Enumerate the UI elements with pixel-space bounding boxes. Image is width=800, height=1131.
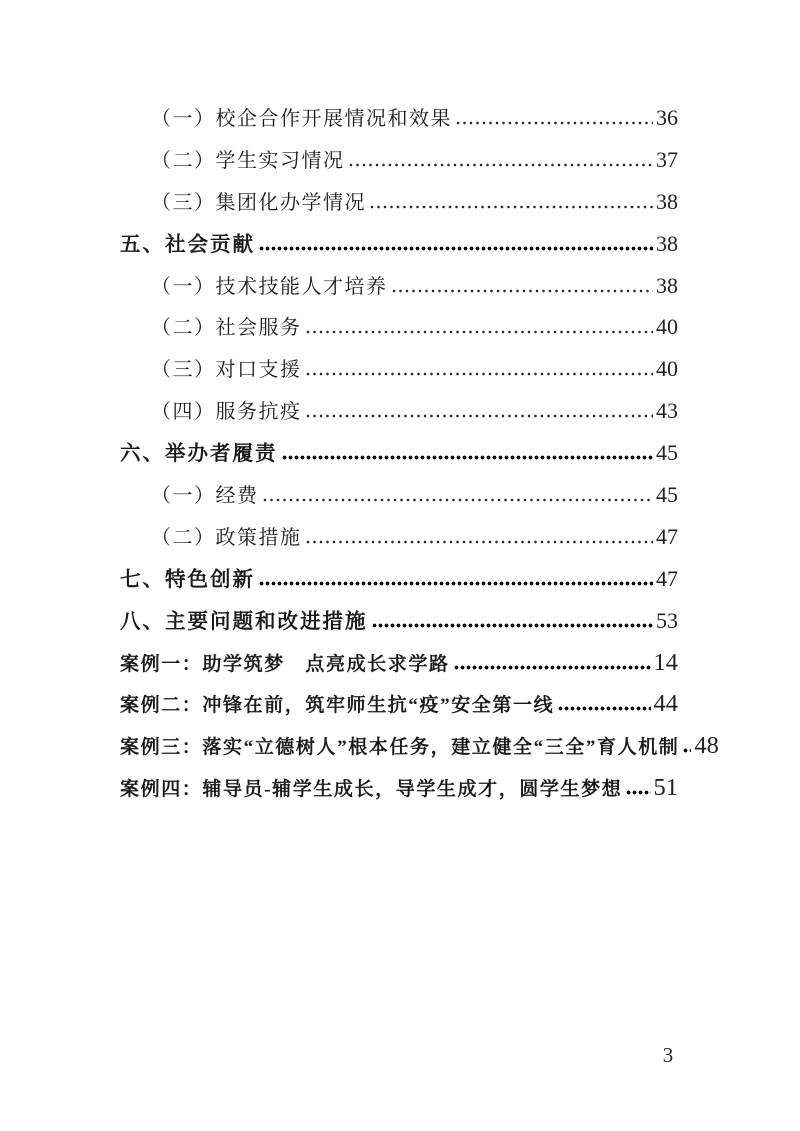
toc-entry-page: 47 bbox=[656, 523, 678, 549]
toc-entry-label: （二）学生实习情况 bbox=[151, 149, 345, 172]
toc-entry bbox=[120, 348, 678, 390]
toc-entry-page: 38 bbox=[656, 272, 678, 298]
toc-entry-label: （四）服务抗疫 bbox=[151, 401, 302, 424]
leader-dots bbox=[282, 455, 654, 460]
toc-entry bbox=[120, 516, 678, 558]
toc-entry-label: 五、社会贡献 bbox=[120, 233, 255, 256]
toc-entry-label: （三）集团化办学情况 bbox=[151, 191, 366, 214]
toc-entry-label: （二）社会服务 bbox=[151, 317, 302, 340]
leader-dots bbox=[306, 330, 654, 334]
toc-entry bbox=[120, 558, 678, 600]
leader-dots bbox=[306, 414, 654, 418]
toc-entry-label: 六、举办者履责 bbox=[120, 443, 278, 466]
leader-dots bbox=[349, 163, 654, 167]
toc-entry-page: 44 bbox=[653, 690, 678, 718]
toc-entry bbox=[120, 642, 678, 684]
toc-entry bbox=[120, 390, 678, 432]
leader-dots bbox=[683, 748, 691, 753]
toc-entry bbox=[120, 97, 678, 139]
toc-list bbox=[120, 97, 719, 809]
toc-entry-label: （二）政策措施 bbox=[151, 526, 302, 549]
toc-entry bbox=[120, 600, 678, 642]
page-number: 3 bbox=[662, 1043, 674, 1067]
toc-entry-page: 38 bbox=[656, 230, 678, 256]
toc-entry-page: 38 bbox=[656, 188, 678, 214]
toc-entry-label: 案例三：落实“立德树人”根本任务，建立健全“三全”育人机制 bbox=[120, 737, 680, 759]
toc-entry-page: 51 bbox=[653, 774, 678, 802]
toc-entry bbox=[120, 265, 678, 307]
toc-entry-page: 37 bbox=[656, 146, 678, 172]
toc-entry bbox=[120, 223, 678, 265]
leader-dots bbox=[372, 623, 654, 628]
toc-entry bbox=[120, 306, 678, 348]
toc-entry-page: 47 bbox=[656, 565, 678, 591]
toc-entry-page: 36 bbox=[656, 105, 678, 130]
toc-entry-label: 案例二：冲锋在前，筑牢师生抗“疫”安全第一线 bbox=[120, 695, 555, 717]
toc-entry-page: 14 bbox=[653, 648, 678, 676]
toc-entry bbox=[120, 474, 678, 516]
leader-dots bbox=[306, 372, 654, 376]
toc-entry-page: 53 bbox=[656, 607, 678, 633]
toc-entry-label: 案例一：助学筑梦 点亮成长求学路 bbox=[120, 653, 450, 675]
toc-entry-label: 案例四：辅导员-辅学生成长，导学生成才，圆学生梦想 bbox=[120, 779, 623, 801]
toc-entry bbox=[120, 181, 678, 223]
toc-entry-label: （一）技术技能人才培养 bbox=[151, 275, 388, 298]
toc-entry bbox=[120, 683, 678, 725]
toc-entry-label: （一）校企合作开展情况和效果 bbox=[151, 108, 452, 130]
toc-entry-page: 43 bbox=[656, 398, 678, 424]
toc-entry bbox=[120, 432, 678, 474]
toc-entry-page: 45 bbox=[656, 482, 678, 508]
toc-entry-page: 48 bbox=[694, 732, 719, 760]
leader-dots bbox=[259, 246, 653, 251]
toc-entry-page: 40 bbox=[656, 314, 678, 340]
leader-dots bbox=[263, 498, 654, 502]
toc-entry-label: 八、主要问题和改进措施 bbox=[120, 610, 368, 633]
toc-entry-label: 七、特色创新 bbox=[120, 568, 255, 591]
leader-dots bbox=[306, 540, 654, 544]
leader-dots bbox=[370, 205, 653, 209]
leader-dots bbox=[454, 665, 651, 670]
leader-dots bbox=[626, 790, 650, 795]
toc-entry bbox=[120, 139, 678, 181]
toc-entry-page: 45 bbox=[656, 440, 678, 466]
leader-dots bbox=[259, 581, 653, 586]
toc-entry-label: （三）对口支援 bbox=[151, 359, 302, 382]
toc-entry-label: （一）经费 bbox=[151, 485, 259, 508]
leader-dots bbox=[392, 289, 654, 293]
toc-entry bbox=[120, 767, 678, 809]
toc-entry-page: 40 bbox=[656, 356, 678, 382]
leader-dots bbox=[456, 121, 653, 125]
leader-dots bbox=[558, 706, 650, 711]
toc-entry bbox=[120, 725, 719, 767]
